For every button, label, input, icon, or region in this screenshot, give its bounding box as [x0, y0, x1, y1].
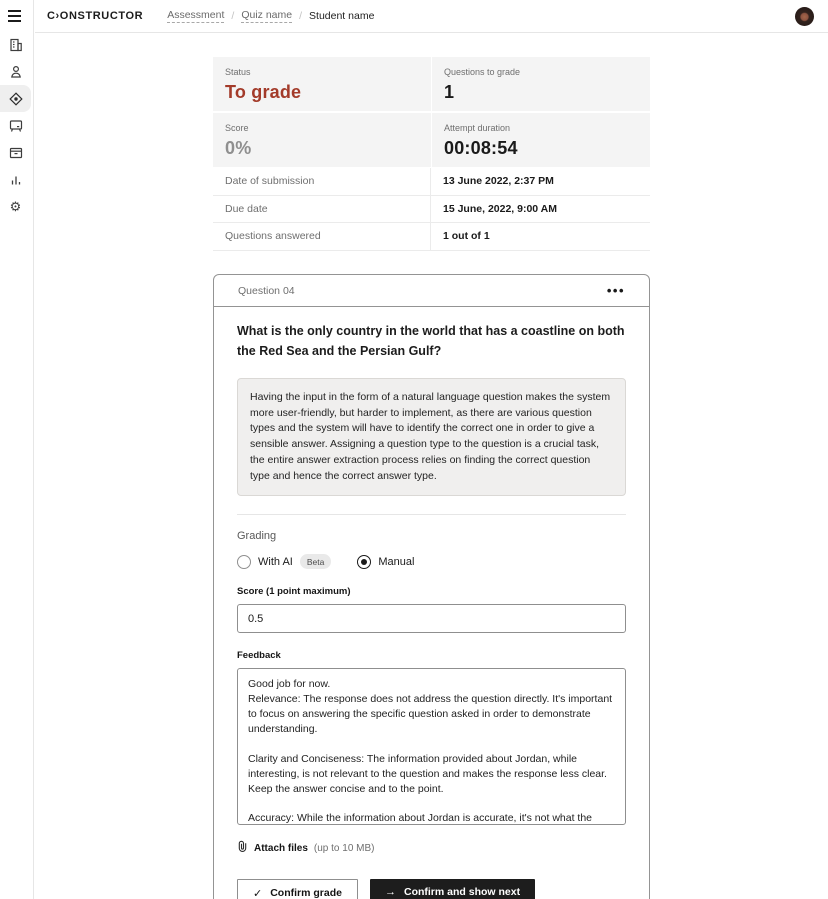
radio-with-ai[interactable] [237, 554, 331, 569]
sidebar-item-organization[interactable] [0, 31, 31, 58]
action-buttons [237, 879, 626, 899]
breadcrumb-quiz-name[interactable]: Quiz name [241, 9, 293, 21]
question-card-body [214, 307, 649, 899]
radio-manual[interactable] [357, 555, 414, 569]
radio-label: Manual [378, 555, 415, 568]
radio-circle-selected[interactable] [357, 555, 371, 569]
summary-label: Score [225, 123, 249, 133]
radio-label: With AI [258, 555, 293, 568]
summary-cell-score [213, 113, 431, 167]
settings-gear-icon: ⚙ [9, 199, 22, 214]
more-actions-icon[interactable]: ••• [606, 282, 625, 298]
summary-label: Attempt duration [444, 123, 511, 133]
question-card-header [214, 275, 649, 307]
user-avatar[interactable] [795, 7, 814, 26]
summary-label: Status [225, 67, 251, 77]
sidebar-item-whiteboard[interactable] [0, 112, 31, 139]
hamburger-menu-icon[interactable] [6, 7, 26, 25]
questions-answered-value: 1 out of 1 [443, 230, 490, 243]
submission-summary-grid [213, 57, 650, 168]
analytics-bars-icon [8, 172, 24, 188]
attach-files-label: Attach files [254, 842, 308, 854]
student-answer-text: Having the input in the form of a natural language question makes the system more user-friendly, but harder to implement, as there are various question types and the system will have to identify the correct one in order to give a sensible answer. Assigning a question type to the question is a crucial task, the entire answer extraction process relies on finding the correct question type and hence the correct answer type. [237, 378, 626, 497]
sidebar-item-assessment[interactable] [0, 85, 31, 112]
table-row [213, 223, 650, 251]
question-number: Question 04 [238, 284, 295, 297]
breadcrumb [167, 9, 374, 23]
constructor-logo[interactable]: C›ONSTRUCTOR [47, 10, 144, 22]
main-content [35, 33, 828, 899]
sidebar-nav [0, 31, 34, 220]
arrow-right-icon: → [384, 886, 396, 899]
sidebar-item-settings[interactable] [0, 193, 31, 220]
sidebar-item-people[interactable] [0, 58, 31, 85]
submission-info-table [213, 168, 650, 251]
sidebar-item-analytics[interactable] [0, 166, 31, 193]
score-field-label: Score (1 point maximum) [237, 586, 351, 598]
feedback-textarea[interactable] [237, 668, 626, 825]
radio-circle-unselected[interactable] [237, 555, 251, 569]
sidebar-item-archive[interactable] [0, 139, 31, 166]
status-value: To grade [225, 82, 302, 102]
whiteboard-icon [8, 118, 24, 134]
due-date-value: 15 June, 2022, 9:00 AM [443, 202, 558, 215]
grading-mode-options [237, 554, 626, 569]
summary-cell-questions-to-grade [432, 57, 650, 111]
table-row [213, 168, 650, 196]
question-title: What is the only country in the world that has a coastline on both the Red Sea and the Persian Gulf? [237, 323, 625, 359]
date-of-submission-value: 13 June 2022, 2:37 PM [443, 175, 554, 188]
attach-files-hint: (up to 10 MB) [313, 842, 375, 854]
row-label: Questions answered [213, 223, 431, 250]
confirm-and-show-next-label: Confirm and show next [403, 886, 521, 899]
breadcrumb-separator: / [299, 10, 303, 22]
summary-cell-status [213, 57, 431, 111]
breadcrumb-separator: / [231, 10, 235, 22]
feedback-field-label: Feedback [237, 650, 281, 662]
confirm-grade-button[interactable] [237, 879, 358, 899]
breadcrumb-assessment[interactable]: Assessment [167, 9, 225, 21]
row-label: Due date [213, 196, 431, 223]
paperclip-icon [237, 839, 248, 857]
section-divider [237, 514, 626, 515]
summary-label: Questions to grade [444, 67, 521, 77]
confirm-and-show-next-button[interactable] [370, 879, 535, 899]
topbar [35, 0, 828, 33]
archive-box-icon [8, 145, 24, 161]
assessment-target-icon [8, 91, 24, 107]
grading-heading: Grading [237, 530, 277, 543]
organization-icon [8, 37, 24, 53]
beta-badge: Beta [300, 554, 332, 569]
check-icon: ✓ [253, 887, 263, 899]
question-card [213, 274, 650, 899]
summary-cell-attempt-duration [432, 113, 650, 167]
row-label: Date of submission [213, 168, 431, 195]
people-icon [8, 64, 24, 80]
confirm-grade-label: Confirm grade [270, 887, 342, 899]
score-value: 0% [225, 138, 252, 158]
attempt-duration-value: 00:08:54 [444, 138, 518, 158]
sidebar [0, 0, 34, 899]
score-input[interactable] [237, 604, 626, 633]
attach-files-button[interactable] [237, 839, 626, 857]
breadcrumb-student-name: Student name [309, 10, 375, 22]
questions-to-grade-value: 1 [444, 82, 455, 102]
table-row [213, 196, 650, 224]
